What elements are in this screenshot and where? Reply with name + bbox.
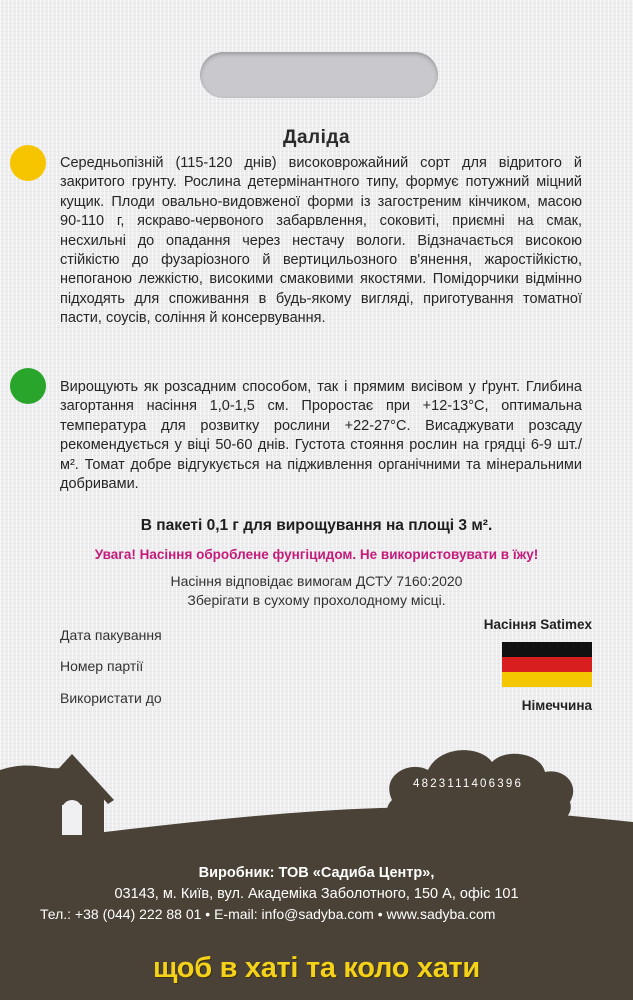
- batch-number-label: Номер партії: [60, 658, 144, 674]
- variety-description: Середньопізній (115-120 днів) високоврожайний сорт для відритого й закритого грунту. Рослина детермінантного типу, формує потужний міцний кущик. Плоди овально-видовженої форми із загостреним кінчиком, масою 90-110 г, яскраво-червоного забарвлення, соковиті, приємні на смак, несхильні до опадання через нестачу вологи. Відзначається високою стійкістю до фузаріозного й вертицильозного в'янення, жаростійкістю, непоганою лежкістю, високими смаковими якостями. Помідорчики відмінно підходять для споживання в будь-якому вигляді, приготування томатної пасти, соусів, соління й консервування.: [60, 155, 582, 327]
- storage-note: Зберігати в сухому прохолодному місці.: [187, 592, 446, 608]
- variety-title: Даліда: [282, 127, 351, 148]
- manufacturer-address: 03143, м. Київ, вул. Академіка Заболотного, 150 А, офіс 101: [114, 886, 519, 902]
- barcode-number: 4823111406396: [413, 778, 524, 790]
- pack-date-label: Дата пакування: [60, 627, 162, 643]
- manufacturer-contacts: Тел.: +38 (044) 222 88 01 • E-mail: info@sadyba.com • www.sadyba.com: [40, 906, 496, 922]
- standard-compliance: Насіння відповідає вимогам ДСТУ 7160:2020: [170, 573, 463, 589]
- brand-name: Насіння Satimex: [483, 617, 592, 632]
- manufacturer-name: Виробник: ТОВ «Садиба Центр»,: [198, 865, 435, 881]
- brand-slogan: щоб в хаті та коло хати: [153, 952, 480, 984]
- use-by-label: Використати до: [60, 690, 162, 706]
- packet-weight: В пакеті 0,1 г для вирощування на площі 3 м².: [140, 517, 493, 534]
- fungicide-warning: Увага! Насіння оброблене фунгіцидом. Не використовувати в їжу!: [94, 547, 539, 562]
- growing-instructions: Вирощують як розсадним способом, так і прямим висівом у ґрунт. Глибина загортання насіння 1,0-1,5 см. Проростає при +12-13°С, оптимальна температура для розвитку рослини +22-27°С. Висаджувати розсаду рекомендується у віці 50-60 днів. Густота стояння рослин на грядці 6-9 шт./м². Томат добре відгукується на підживлення органічними та мінеральними добривами.: [60, 379, 582, 493]
- country-of-origin: Німеччина: [521, 698, 592, 713]
